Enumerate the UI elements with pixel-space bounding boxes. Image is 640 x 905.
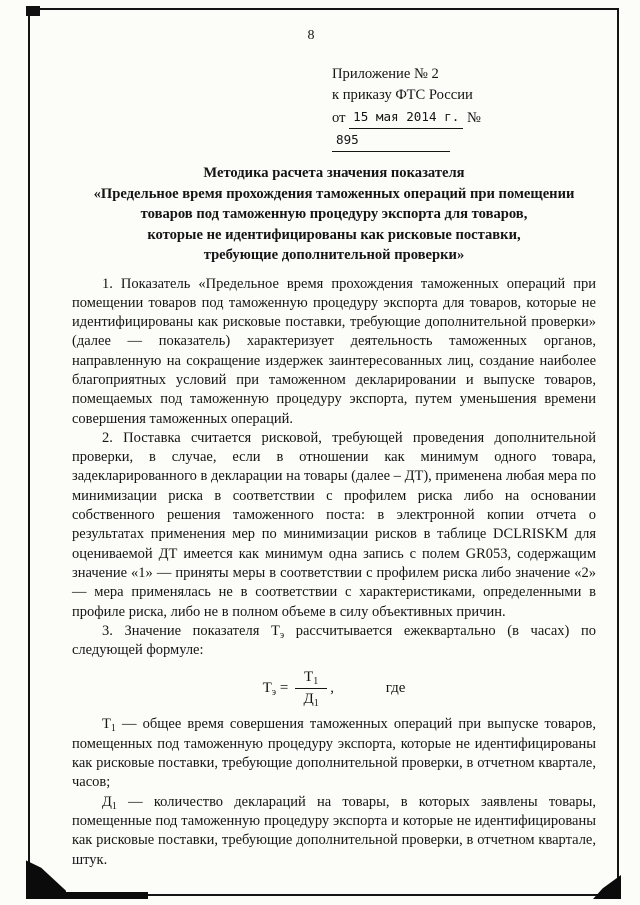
document-content xyxy=(72,0,596,870)
title-line-1: Методика расчета значения показателя xyxy=(203,165,465,181)
order-date-line xyxy=(332,106,596,152)
document-title xyxy=(72,163,596,266)
term-d1-sub: 1 xyxy=(111,800,117,812)
title-line-3: товаров под таможенную процедуру экспорта для товаров, xyxy=(140,206,528,222)
appendix-header xyxy=(332,64,596,152)
number-sign: № xyxy=(466,110,481,126)
definition-t1 xyxy=(72,715,596,792)
appendix-title: Приложение № 2 xyxy=(332,66,439,82)
formula-lhs-sub: э xyxy=(271,687,277,699)
scan-artifact-bottom-right xyxy=(593,875,621,899)
number-handwritten: 895 xyxy=(332,129,450,152)
term-t1 xyxy=(102,716,116,735)
formula-where: где xyxy=(385,680,406,697)
indicator-symbol xyxy=(271,623,284,639)
formula-numerator-base: Т xyxy=(304,669,314,686)
definition-t1-text: — общее время совершения таможенных операций при выпуске товаров, помещенных под таможенную процедуру экспорта, которые не идентифицированы как рисковые поставки, требующие дополнительной проверки, в отчетном квартале, часов; xyxy=(72,716,596,791)
term-d1 xyxy=(102,794,117,810)
paragraph-2: 2. Поставка считается рисковой, требующей проведения дополнительной проверки, в случае, если в отношении как минимум одного товара, задекларированного в декларации на товары (далее – ДТ), применена любая мера по минимизации риска в соответствии с профилем риска либо на основании собственного решения таможенного поста: в электронной копии отчета о результатах применения мер по минимизации рисков в таблице DCLRISKM для оцениваемой ДТ имеется как минимум одна запись с полем GR053, содержащим значение «1» — приняты меры в соответствии с профилем риска либо значение «2» — мера применялась не в соответствии с характеристиками, определенными в профиле риска, либо не в полном объеме в силу объективных причин. xyxy=(72,429,596,620)
formula-denominator-base: Д xyxy=(303,691,314,708)
paragraph-3-text-after: рассчитывается ежеквартально (в часах) по следующей формуле: xyxy=(72,622,596,659)
indicator-symbol-sub: э xyxy=(279,629,285,641)
date-prefix: от xyxy=(332,110,346,126)
formula-lhs-base: Т xyxy=(262,680,272,697)
term-d1-base: Д xyxy=(102,793,112,810)
formula-lhs xyxy=(262,680,277,699)
formula-comma: , xyxy=(330,680,334,697)
formula-fraction xyxy=(295,669,327,708)
definition-d1 xyxy=(72,793,596,870)
term-t1-base: Т xyxy=(102,716,111,733)
paragraph-1: 1. Показатель «Предельное время прохождения таможенных операций при помещении товаров под таможенную процедуру экспорта для товаров, которые не идентифицированы как рисковые поставки, требующие дополнительной проверки» (далее — показатель) характеризует деятельность таможенных органов, направленную на сокращение издержек заинтересованных лиц, создание наиболее благоприятных условий при таможенном декларировании и выпуске товаров, помещаемых под таможенную процедуру экспорта, путем уменьшения времени совершения таможенных операций. xyxy=(72,275,596,427)
scan-artifact-bottom-bar xyxy=(28,892,148,899)
term-t1-sub: 1 xyxy=(110,723,116,735)
formula-denominator xyxy=(295,689,327,708)
page-number: 8 xyxy=(307,28,315,43)
title-line-2: «Предельное время прохождения таможенных операций при помещении xyxy=(93,185,575,202)
formula-denominator-sub: 1 xyxy=(313,698,319,710)
formula-numerator-sub: 1 xyxy=(313,676,319,688)
formula xyxy=(72,669,596,708)
formula-numerator xyxy=(295,669,327,689)
formula-equals: = xyxy=(279,680,289,697)
title-line-5: требующие дополнительной проверки» xyxy=(203,247,465,263)
paragraph-3 xyxy=(72,622,596,661)
title-line-4: которые не идентифицированы как рисковые поставки, xyxy=(147,226,521,243)
order-reference: к приказу ФТС России xyxy=(332,87,473,103)
paragraph-3-text: 3. Значение показателя xyxy=(102,622,271,639)
definition-d1-text: — количество деклараций на товары, в которых заявлены товары, помещенные под таможенную процедуру экспорта и которые не идентифицированы как рисковые поставки, требующие дополнительной проверки, в отчетном квартале, штук. xyxy=(72,793,596,868)
indicator-symbol-base: Т xyxy=(270,622,280,639)
date-handwritten: 15 мая 2014 г. xyxy=(349,106,463,129)
scan-artifact-top-left xyxy=(26,6,40,16)
